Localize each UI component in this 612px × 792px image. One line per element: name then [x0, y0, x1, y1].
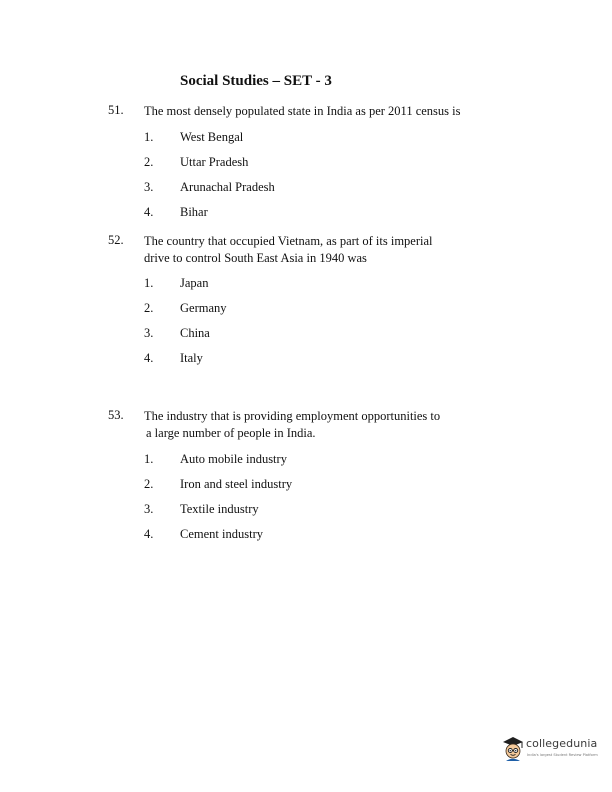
option-51-2: [0, 155, 612, 171]
option-number: 4.: [144, 351, 154, 365]
option-number: 3.: [144, 326, 154, 340]
option-number: 3.: [144, 502, 154, 516]
option-number: 3.: [144, 180, 154, 194]
question-line: a large number of people in India.: [146, 426, 316, 440]
option-number: 2.: [144, 477, 154, 491]
question-number: 52.: [108, 233, 124, 247]
option-number: 4.: [144, 205, 154, 219]
option-53-4: [0, 527, 612, 543]
option-number: 2.: [144, 155, 154, 169]
option-number: 1.: [144, 276, 154, 290]
option-text: Japan: [180, 276, 209, 290]
question-text: [144, 103, 484, 120]
option-text: Cement industry: [180, 527, 263, 541]
option-number: 1.: [144, 130, 154, 144]
option-text: West Bengal: [180, 130, 244, 144]
option-text: Iron and steel industry: [180, 477, 293, 491]
option-51-3: [0, 180, 612, 196]
option-text: Germany: [180, 301, 227, 315]
brand-watermark: [500, 734, 610, 764]
graduate-mascot-icon: [500, 734, 526, 762]
question-line: drive to control South East Asia in 1940 was: [144, 251, 367, 265]
question-line: The industry that is providing employment opportunities to: [144, 409, 441, 423]
question-line: The country that occupied Vietnam, as part of its imperial: [144, 234, 433, 248]
question-text: [144, 408, 484, 442]
option-text: Uttar Pradesh: [180, 155, 249, 169]
option-52-4: [0, 351, 612, 367]
option-52-2: [0, 301, 612, 317]
option-number: 2.: [144, 301, 154, 315]
option-52-3: [0, 326, 612, 342]
question-number: 51.: [108, 103, 124, 117]
option-number: 4.: [144, 527, 154, 541]
question-line: The most densely populated state in India as per 2011 census is: [144, 104, 461, 118]
option-52-1: [0, 276, 612, 292]
option-text: China: [180, 326, 210, 340]
option-53-1: [0, 452, 612, 468]
option-text: Arunachal Pradesh: [180, 180, 275, 194]
option-text: Bihar: [180, 205, 208, 219]
option-51-4: [0, 205, 612, 221]
brand-tagline: India's largest Student Review Platform: [527, 753, 598, 757]
option-text: Textile industry: [180, 502, 259, 516]
question-text: [144, 233, 484, 267]
option-text: Auto mobile industry: [180, 452, 287, 466]
brand-name: collegedunia: [526, 737, 598, 750]
option-text: Italy: [180, 351, 203, 365]
option-53-2: [0, 477, 612, 493]
option-51-1: [0, 130, 612, 146]
option-53-3: [0, 502, 612, 518]
question-number: 53.: [108, 408, 124, 422]
option-number: 1.: [144, 452, 154, 466]
page-title: Social Studies – SET - 3: [180, 73, 332, 89]
